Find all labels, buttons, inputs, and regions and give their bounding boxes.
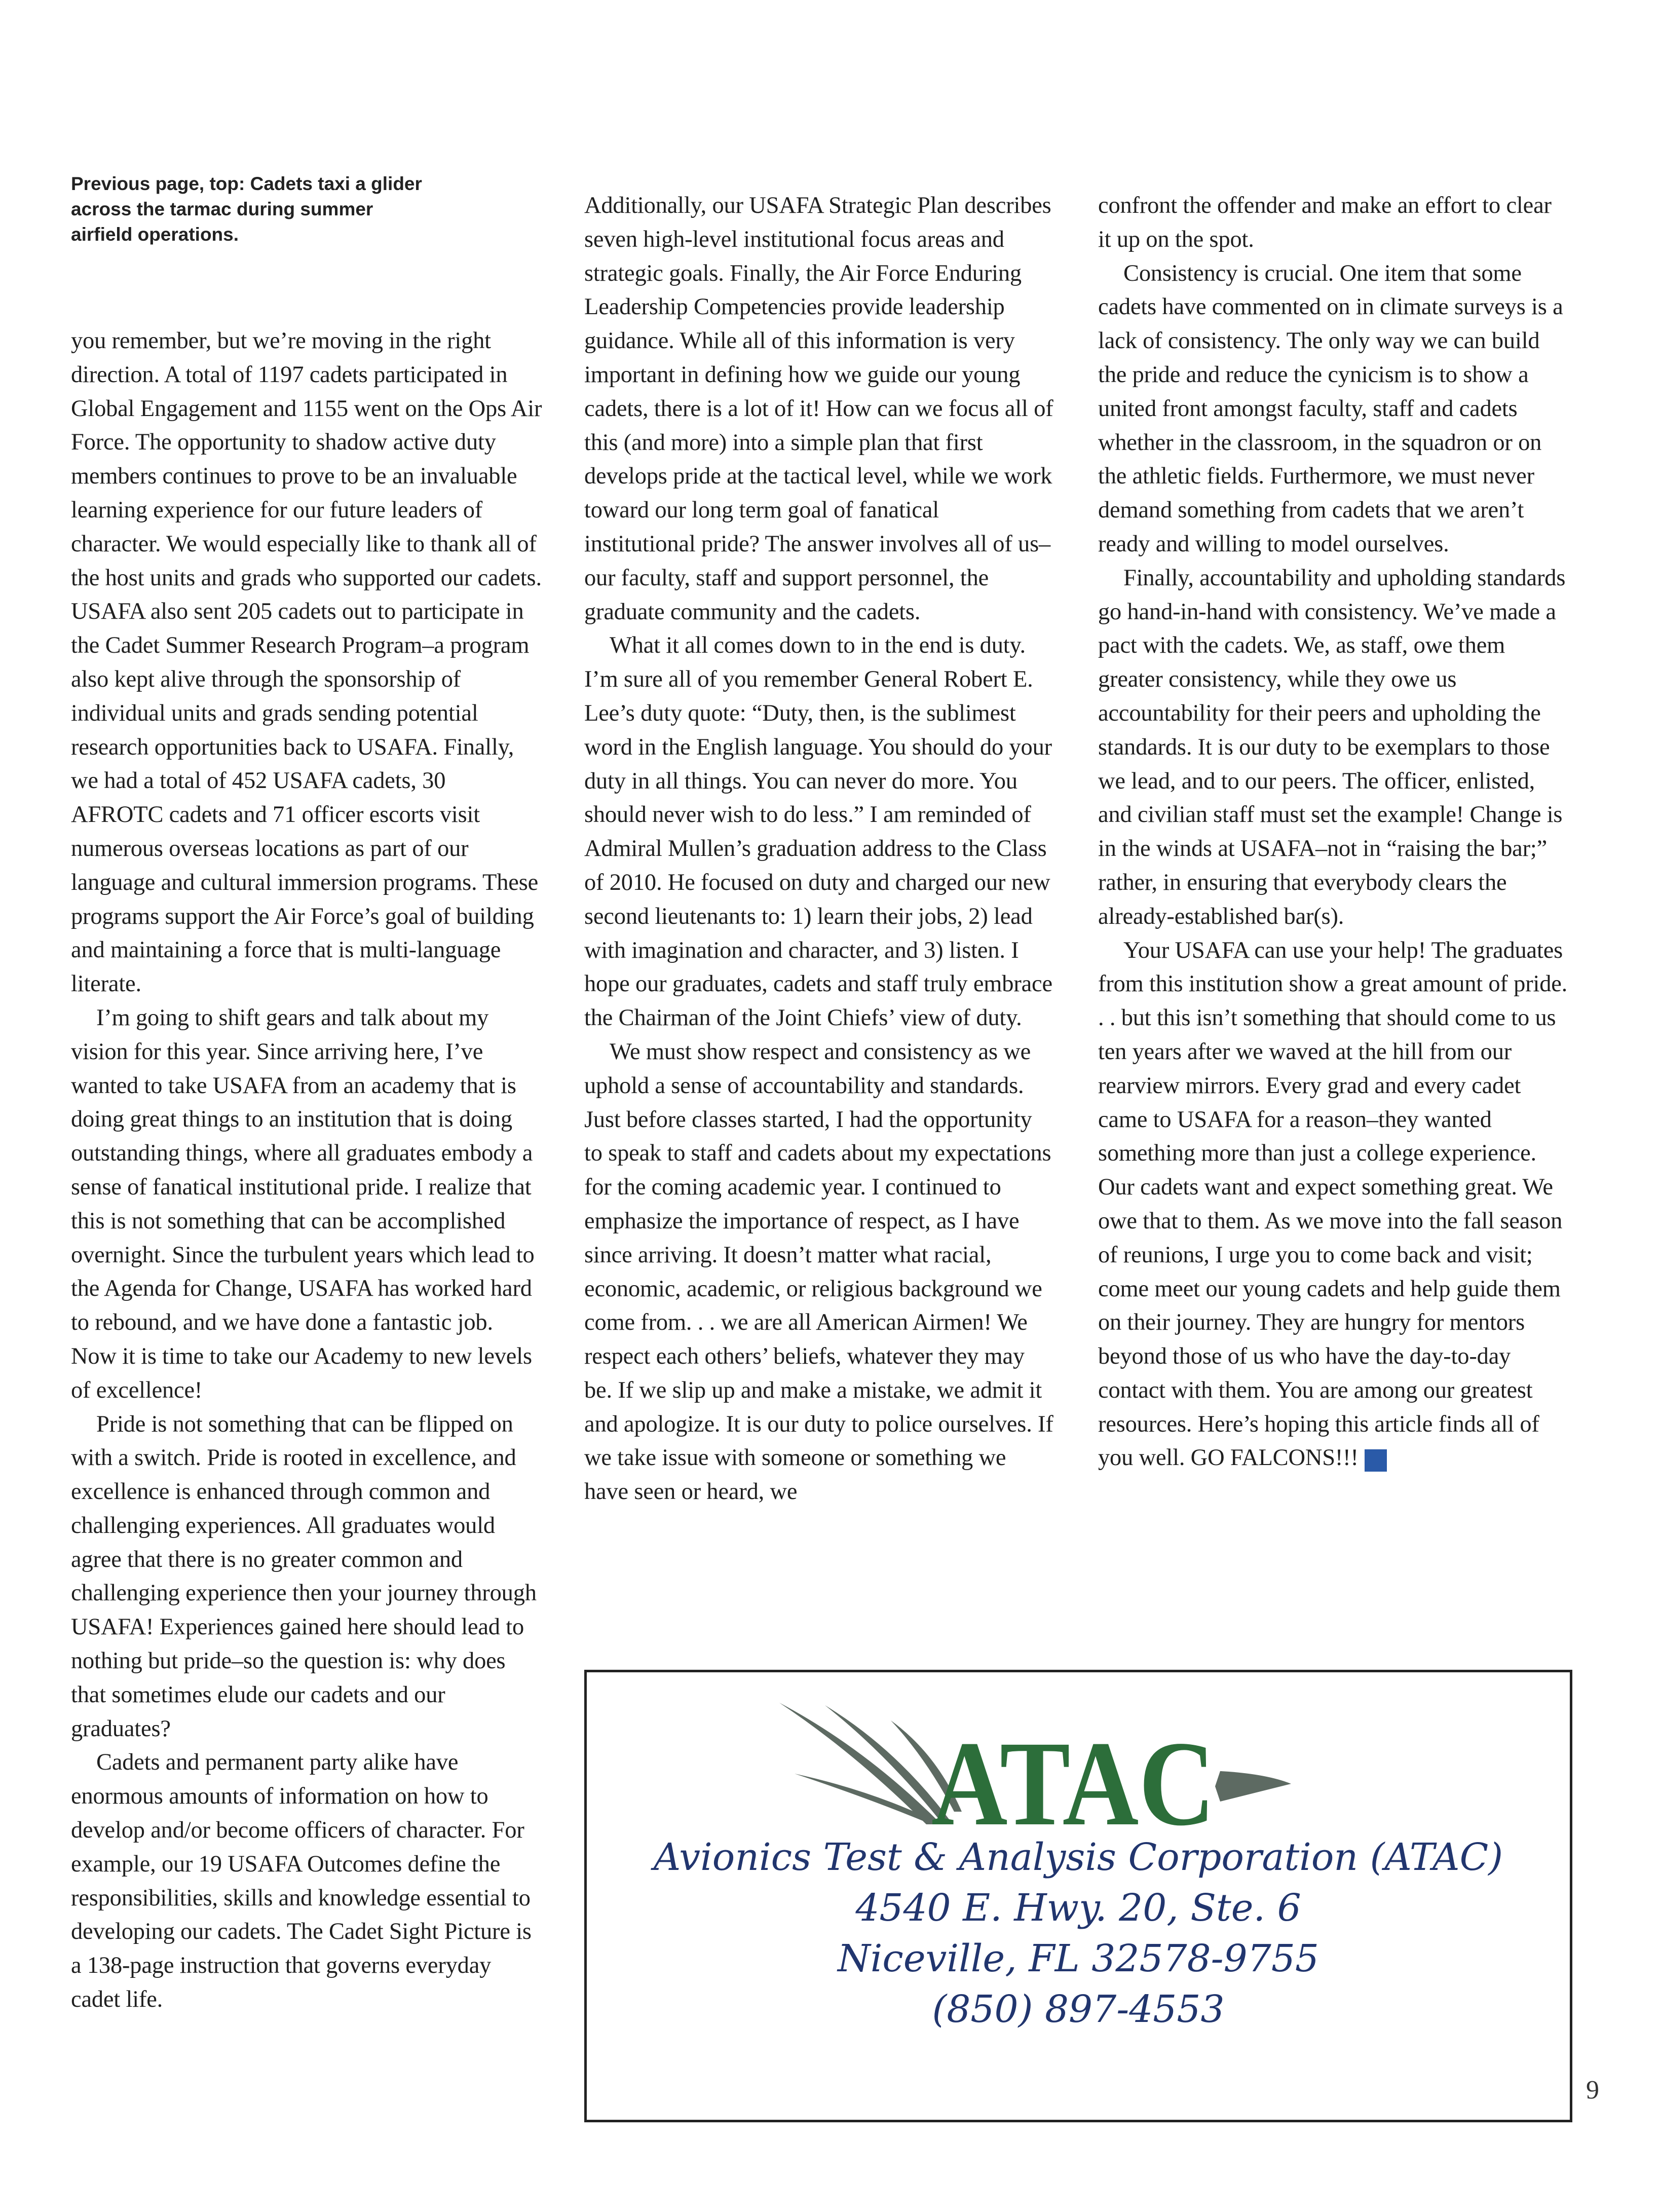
- caption-line: across the tarmac during summer: [71, 199, 373, 219]
- company-name: Avionics Test & Analysis Corporation (ATAC): [653, 1835, 1503, 1879]
- article-column-1: [71, 324, 542, 2017]
- logo-wordmark: ATAC: [931, 1716, 1215, 1829]
- atac-advertisement[interactable]: [584, 1670, 1572, 2122]
- paragraph: We must show respect and consistency as we uphold a sense of accountability and standards. Just before classes started, I had the opportunity to speak to staff and cadets about my expectations for the coming academic year. I continued to emphasize the importance of respect, as I have since arriving. It doesn’t matter what racial, economic, academic, or religious background we come from. . . we are all American Airmen! We respect each others’ beliefs, whatever they may be. If we slip up and make a mistake, we admit it and apologize. It is our duty to police ourselves. If we take issue with someone or something we have seen or heard, we: [584, 1038, 1053, 1505]
- paragraph: What it all comes down to in the end is duty. I’m sure all of you remember General Robert E. Lee’s duty quote: “Duty, then, is the sublimest word in the English language. You should do your duty in all things. You can never do more. You should never wish to do less.” I am reminded of Admiral Mullen’s graduation address to the Class of 2010. He focused on duty and charged our new second lieutenants to: 1) learn their jobs, 2) lead with imagination and character, and 3) listen. I hope our graduates, cadets and staff truly embrace the Chairman of the Joint Chiefs’ view of duty.: [584, 632, 1052, 1031]
- paragraph: Cadets and permanent party alike have enormous amounts of information on how to develop and/or become officers of character. For example, our 19 USAFA Outcomes define the responsibilities, skills and knowledge essential to developing our cadets. The Cadet Sight Picture is a 138-page instruction that governs everyday cadet life.: [71, 1749, 532, 2013]
- ad-contact-block: [587, 1832, 1570, 2035]
- swoosh-icon: [779, 1703, 941, 1824]
- caption-line: Previous page, top: Cadets taxi a glider: [71, 173, 422, 194]
- page-number: 9: [1586, 2076, 1599, 2105]
- paragraph: confront the offender and make an effort to clear it up on the spot.: [1098, 193, 1552, 252]
- paragraph: Consistency is crucial. One item that some cadets have commented on in climate surveys is a lack of consistency. The only way we can build the pride and reduce the cynicism is to show a united front amongst faculty, staff and cadets whether in the classroom, in the squadron or on the athletic fields. Furthermore, we must never demand something from cadets that we aren’t ready and willing to model ourselves.: [1098, 260, 1563, 557]
- paragraph: you remember, but we’re moving in the right direction. A total of 1197 cadets participated in Global Engagement and 1155 went on the Ops Air Force. The opportunity to shadow active duty members continues to prove to be an invaluable learning experience for our future leaders of character. We would especially like to thank all of the host units and grads who supported our cadets. USAFA also sent 205 cadets out to participate in the Cadet Summer Research Program–a program also kept alive through the sponsorship of individual units and grads sending potential research opportunities back to USAFA. Finally, we had a total of 452 USAFA cadets, 30 AFROTC cadets and 71 officer escorts visit numerous overseas locations as part of our language and cultural immersion programs. These programs support the Air Force’s goal of building and maintaining a force that is multi-language literate.: [71, 328, 542, 997]
- phone-number: (850) 897-4553: [932, 1988, 1225, 2031]
- caption-line: airfield operations.: [71, 224, 239, 245]
- paragraph: Pride is not something that can be flipped on with a switch. Pride is rooted in excellence, and excellence is enhanced through common and challenging experiences. All graduates would agree that there is no greater common and challenging experience then your journey through USAFA! Experiences gained here should lead to nothing but pride–so the question is: why does that sometimes elude our cadets and our graduates?: [71, 1411, 537, 1742]
- article-column-3: [1098, 189, 1569, 1475]
- logo-tail-icon: [1215, 1771, 1291, 1802]
- end-mark-icon: ✓: [1365, 1449, 1387, 1472]
- address-line: Niceville, FL 32578-9755: [837, 1937, 1319, 1980]
- photo-caption: [71, 171, 456, 247]
- paragraph: Additionally, our USAFA Strategic Plan describes seven high-level institutional focus areas and strategic goals. Finally, the Air Force Enduring Leadership Competencies provide leadership guidance. While all of this information is very important in defining how we guide our young cadets, there is a lot of it! How can we focus all of this (and more) into a simple plan that first develops pride at the tactical level, while we work toward our long term goal of fanatical institutional pride? The answer involves all of us–our faculty, staff and support personnel, the graduate community and the cadets.: [584, 193, 1053, 625]
- address-line: 4540 E. Hwy. 20, Ste. 6: [855, 1886, 1301, 1930]
- paragraph: Finally, accountability and upholding standards go hand-in-hand with consistency. We’ve made a pact with the cadets. We, as staff, owe them greater consistency, while they owe us accountability for their peers and upholding the standards. It is our duty to be exemplars to those we lead, and to our peers. The officer, enlisted, and civilian staff must set the example! Change is in the winds at USAFA–not in “raising the bar;” rather, in ensuring that everybody clears the already-established bar(s).: [1098, 565, 1566, 929]
- article-column-2: [584, 189, 1055, 1509]
- closing-paragraph-text: Your USAFA can use your help! The graduates from this institution show a great amount of pride. . . but this isn’t something that should come to us ten years after we waved at the hill from our rearview mirrors. Every grad and every cadet came to USAFA for a reason–they wanted something more than just a college experience. Our cadets want and expect something great. We owe that to them. As we move into the fall season of reunions, I urge you to come back and visit; come meet our young cadets and help guide them on their journey. They are hungry for mentors beyond those of us who have the day-to-day contact with them. You are among our greatest resources. Here’s hoping this article finds all of you well. GO FALCONS!!!: [1098, 937, 1568, 1471]
- paragraph: [1098, 934, 1569, 1476]
- atac-logo: [779, 1698, 1387, 1829]
- paragraph: I’m going to shift gears and talk about my vision for this year. Since arriving here, I’ve wanted to take USAFA from an academy that is doing great things to an institution that is doing outstanding things, where all graduates embody a sense of fanatical institutional pride. I realize that this is not something that can be accomplished overnight. Since the turbulent years which lead to the Agenda for Change, USAFA has worked hard to rebound, and we have done a fantastic job. Now it is time to take our Academy to new levels of excellence!: [71, 1004, 535, 1403]
